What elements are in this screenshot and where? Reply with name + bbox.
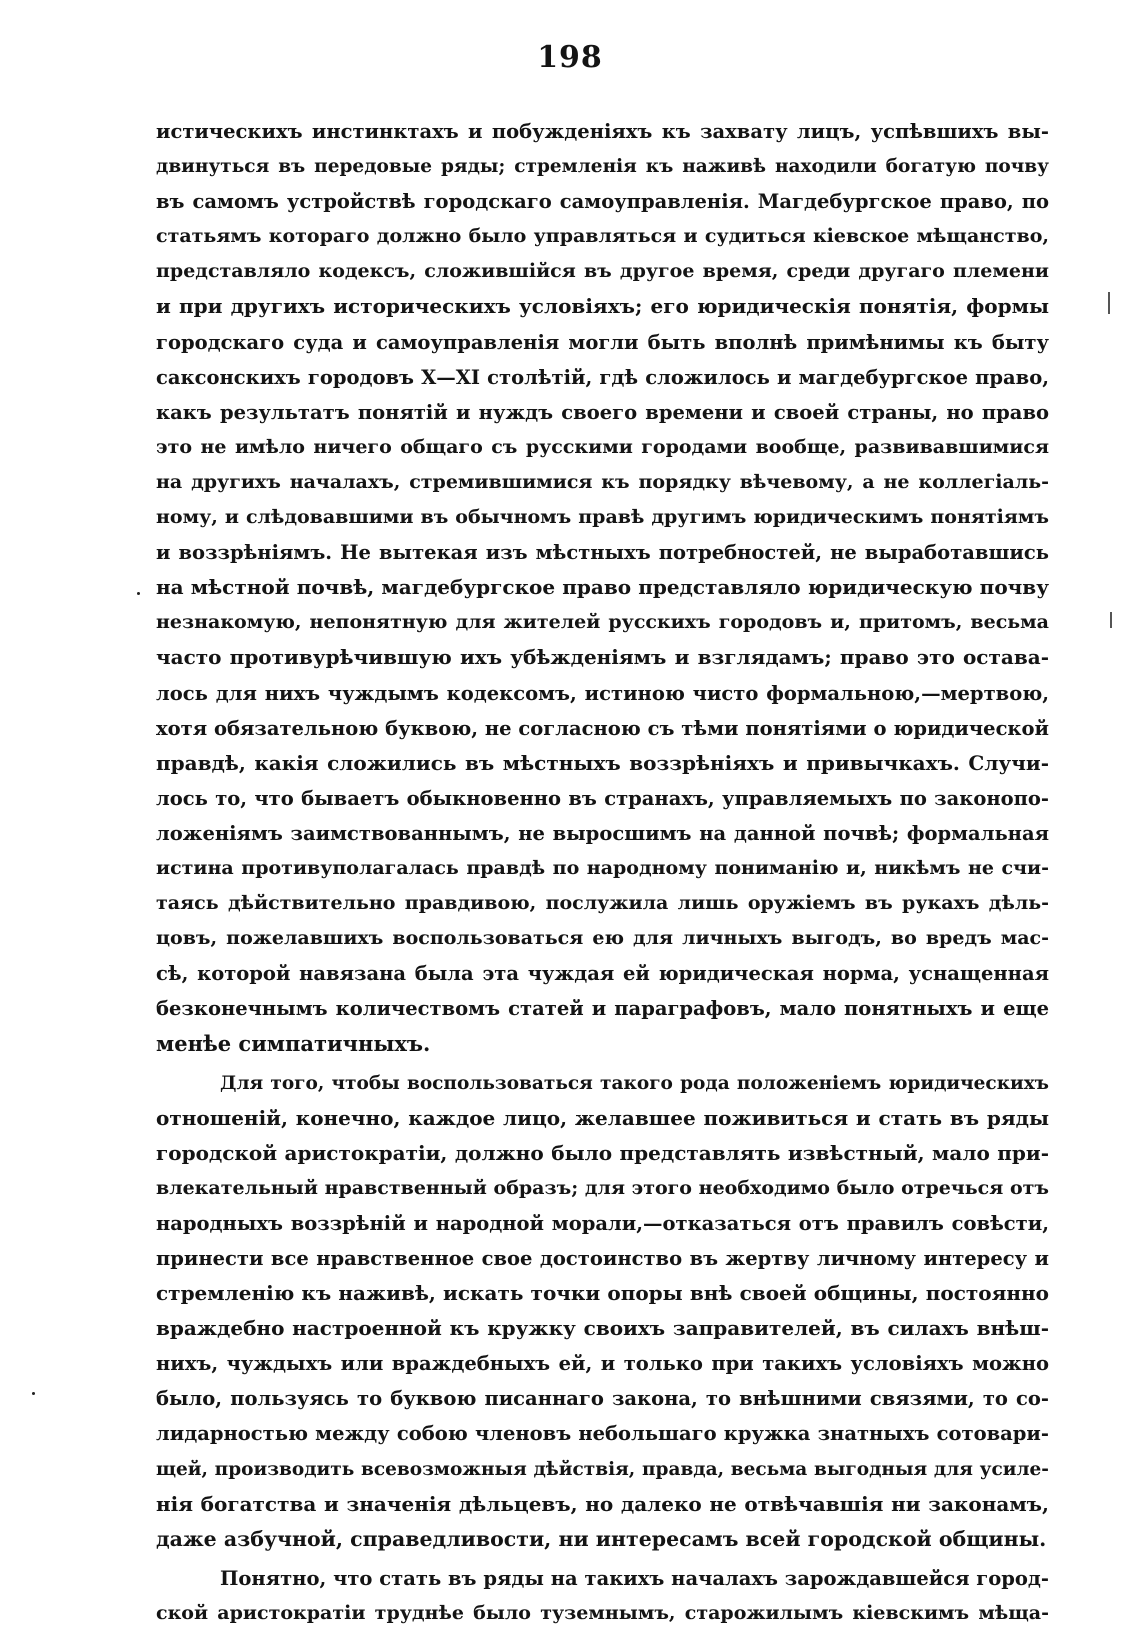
text-line: истическихъ инстинктахъ и побужденіяхъ къ захвату лицъ, успѣвшихъ вы- (156, 120, 1049, 143)
text-line: влекательный нравственный образъ; для этого необходимо было отречься отъ (156, 1176, 1049, 1199)
text-line: двинуться въ передовые ряды; стремленія къ наживѣ находили богатую почву (156, 156, 1049, 178)
text-line: щей, производить всевозможныя дѣйствія, правда, весьма выгодныя для усиле- (156, 1458, 1049, 1480)
text-line: даже азбучной, справедливости, ни интересамъ всей городской общины. (156, 1526, 1047, 1551)
text-line: отношеній, конечно, каждое лицо, желавшее поживиться и стать въ ряды (156, 1105, 1049, 1130)
text-line: нія богатства и значенія дѣльцевъ, но далеко не отвѣчавшія ни законамъ, (156, 1491, 1049, 1516)
text-line: враждебно настроенной къ кружку своихъ заправителей, въ силахъ внѣш- (156, 1316, 1049, 1341)
text-line: лось для нихъ чуждымъ кодексомъ, истиною чисто формальною,—мертвою, (156, 681, 1049, 705)
scan-edge-mark (1110, 612, 1112, 628)
text-line: ской аристократіи труднѣе было туземнымъ, старожилымъ кіевскимъ мѣща- (156, 1601, 1049, 1624)
text-line: ному, и слѣдовавшими въ обычномъ правѣ другимъ юридическимъ понятіямъ (156, 506, 1049, 529)
text-line: принести все нравственное свое достоинство въ жертву личному интересу и (156, 1247, 1049, 1270)
text-line: какъ результатъ понятій и нуждъ своего времени и своей страны, но право (156, 400, 1049, 424)
scan-speck (32, 1392, 35, 1395)
text-line: лось то, что бываетъ обыкновенно въ странахъ, управляемыхъ по законопо- (156, 786, 1049, 810)
text-line: истина противуполагалась правдѣ по народному пониманію и, никѣмъ не счи- (156, 856, 1049, 879)
text-line: ложеніямъ заимствованнымъ, не выросшимъ на данной почвѣ; формальная (156, 821, 1049, 845)
text-line: цовъ, пожелавшихъ воспользоваться ею для личныхъ выгодъ, во вредъ мас- (156, 927, 1049, 950)
text-line: статьямъ котораго должно было управляться и судиться кіевское мѣщанство, (156, 225, 1049, 248)
paragraph-3 (156, 1561, 1049, 1631)
text-line: сѣ, которой навязана была эта чуждая ей юридическая норма, уснащенная (156, 962, 1049, 986)
text-line: безконечнымъ количествомъ статей и параграфовъ, мало понятныхъ и еще (156, 997, 1049, 1021)
text-line: и воззрѣніямъ. Не вытекая изъ мѣстныхъ потребностей, не выработавшись (156, 541, 1049, 565)
text-line: Для того, чтобы воспользоваться такого рода положеніемъ юридическихъ (220, 1072, 1049, 1094)
text-line: таясь дѣйствительно правдивою, послужила лишь оружіемъ въ рукахъ дѣль- (156, 892, 1049, 915)
text-line: стремленію къ наживѣ, искать точки опоры внѣ своей общины, постоянно (156, 1281, 1049, 1306)
text-line: въ самомъ устройствѣ городскаго самоуправленія. Магдебургское право, по (156, 190, 1049, 214)
body-text (156, 114, 1049, 1631)
text-line: на другихъ началахъ, стремившимися къ порядку вѣчевому, а не коллегіаль- (156, 470, 1049, 493)
text-line: правдѣ, какія сложились въ мѣстныхъ воззрѣніяхъ и привычкахъ. Случи- (156, 750, 1049, 775)
text-line: народныхъ воззрѣній и народной морали,—отказаться отъ правилъ совѣсти, (156, 1211, 1049, 1235)
paragraph-2 (156, 1066, 1049, 1557)
text-line: на мѣстной почвѣ, магдебургское право представляло юридическую почву (156, 575, 1049, 600)
text-line: незнакомую, непонятную для жителей русскихъ городовъ и, притомъ, весьма (156, 611, 1049, 634)
scan-speck (137, 592, 140, 595)
page-number: 198 (537, 40, 603, 75)
text-line: часто противурѣчившую ихъ убѣжденіямъ и взглядамъ; право это остава- (156, 645, 1049, 670)
text-line: городской аристократіи, должно было представлять извѣстный, мало при- (156, 1140, 1049, 1165)
text-line: нихъ, чуждыхъ или враждебныхъ ей, и только при такихъ условіяхъ можно (156, 1352, 1049, 1376)
text-line: лидарностью между собою членовъ небольшаго кружка знатныхъ сотовари- (156, 1422, 1049, 1446)
text-line: представляло кодексъ, сложившійся въ другое время, среди другаго племени (156, 260, 1049, 283)
text-line: Понятно, что стать въ ряды на такихъ началахъ зарождавшейся город- (220, 1566, 1049, 1590)
text-line: это не имѣло ничего общаго съ русскими городами вообще, развивавшимися (156, 435, 1049, 458)
text-line: городскаго суда и самоуправленія могли быть вполнѣ примѣнимы къ быту (156, 330, 1049, 354)
text-line: хотя обязательною буквою, не согласною съ тѣми понятіями о юридической (156, 716, 1049, 740)
text-line: саксонскихъ городовъ X—XI столѣтій, гдѣ сложилось и магдебургское право, (156, 365, 1049, 389)
paragraph-1 (156, 114, 1049, 1062)
text-line: и при другихъ историческихъ условіяхъ; его юридическія понятія, формы (156, 294, 1049, 319)
text-line: менѣе симпатичныхъ. (156, 1031, 431, 1057)
text-line: было, пользуясь то буквою писаннаго закона, то внѣшними связями, то со- (156, 1387, 1049, 1411)
scan-edge-mark (1108, 292, 1110, 314)
